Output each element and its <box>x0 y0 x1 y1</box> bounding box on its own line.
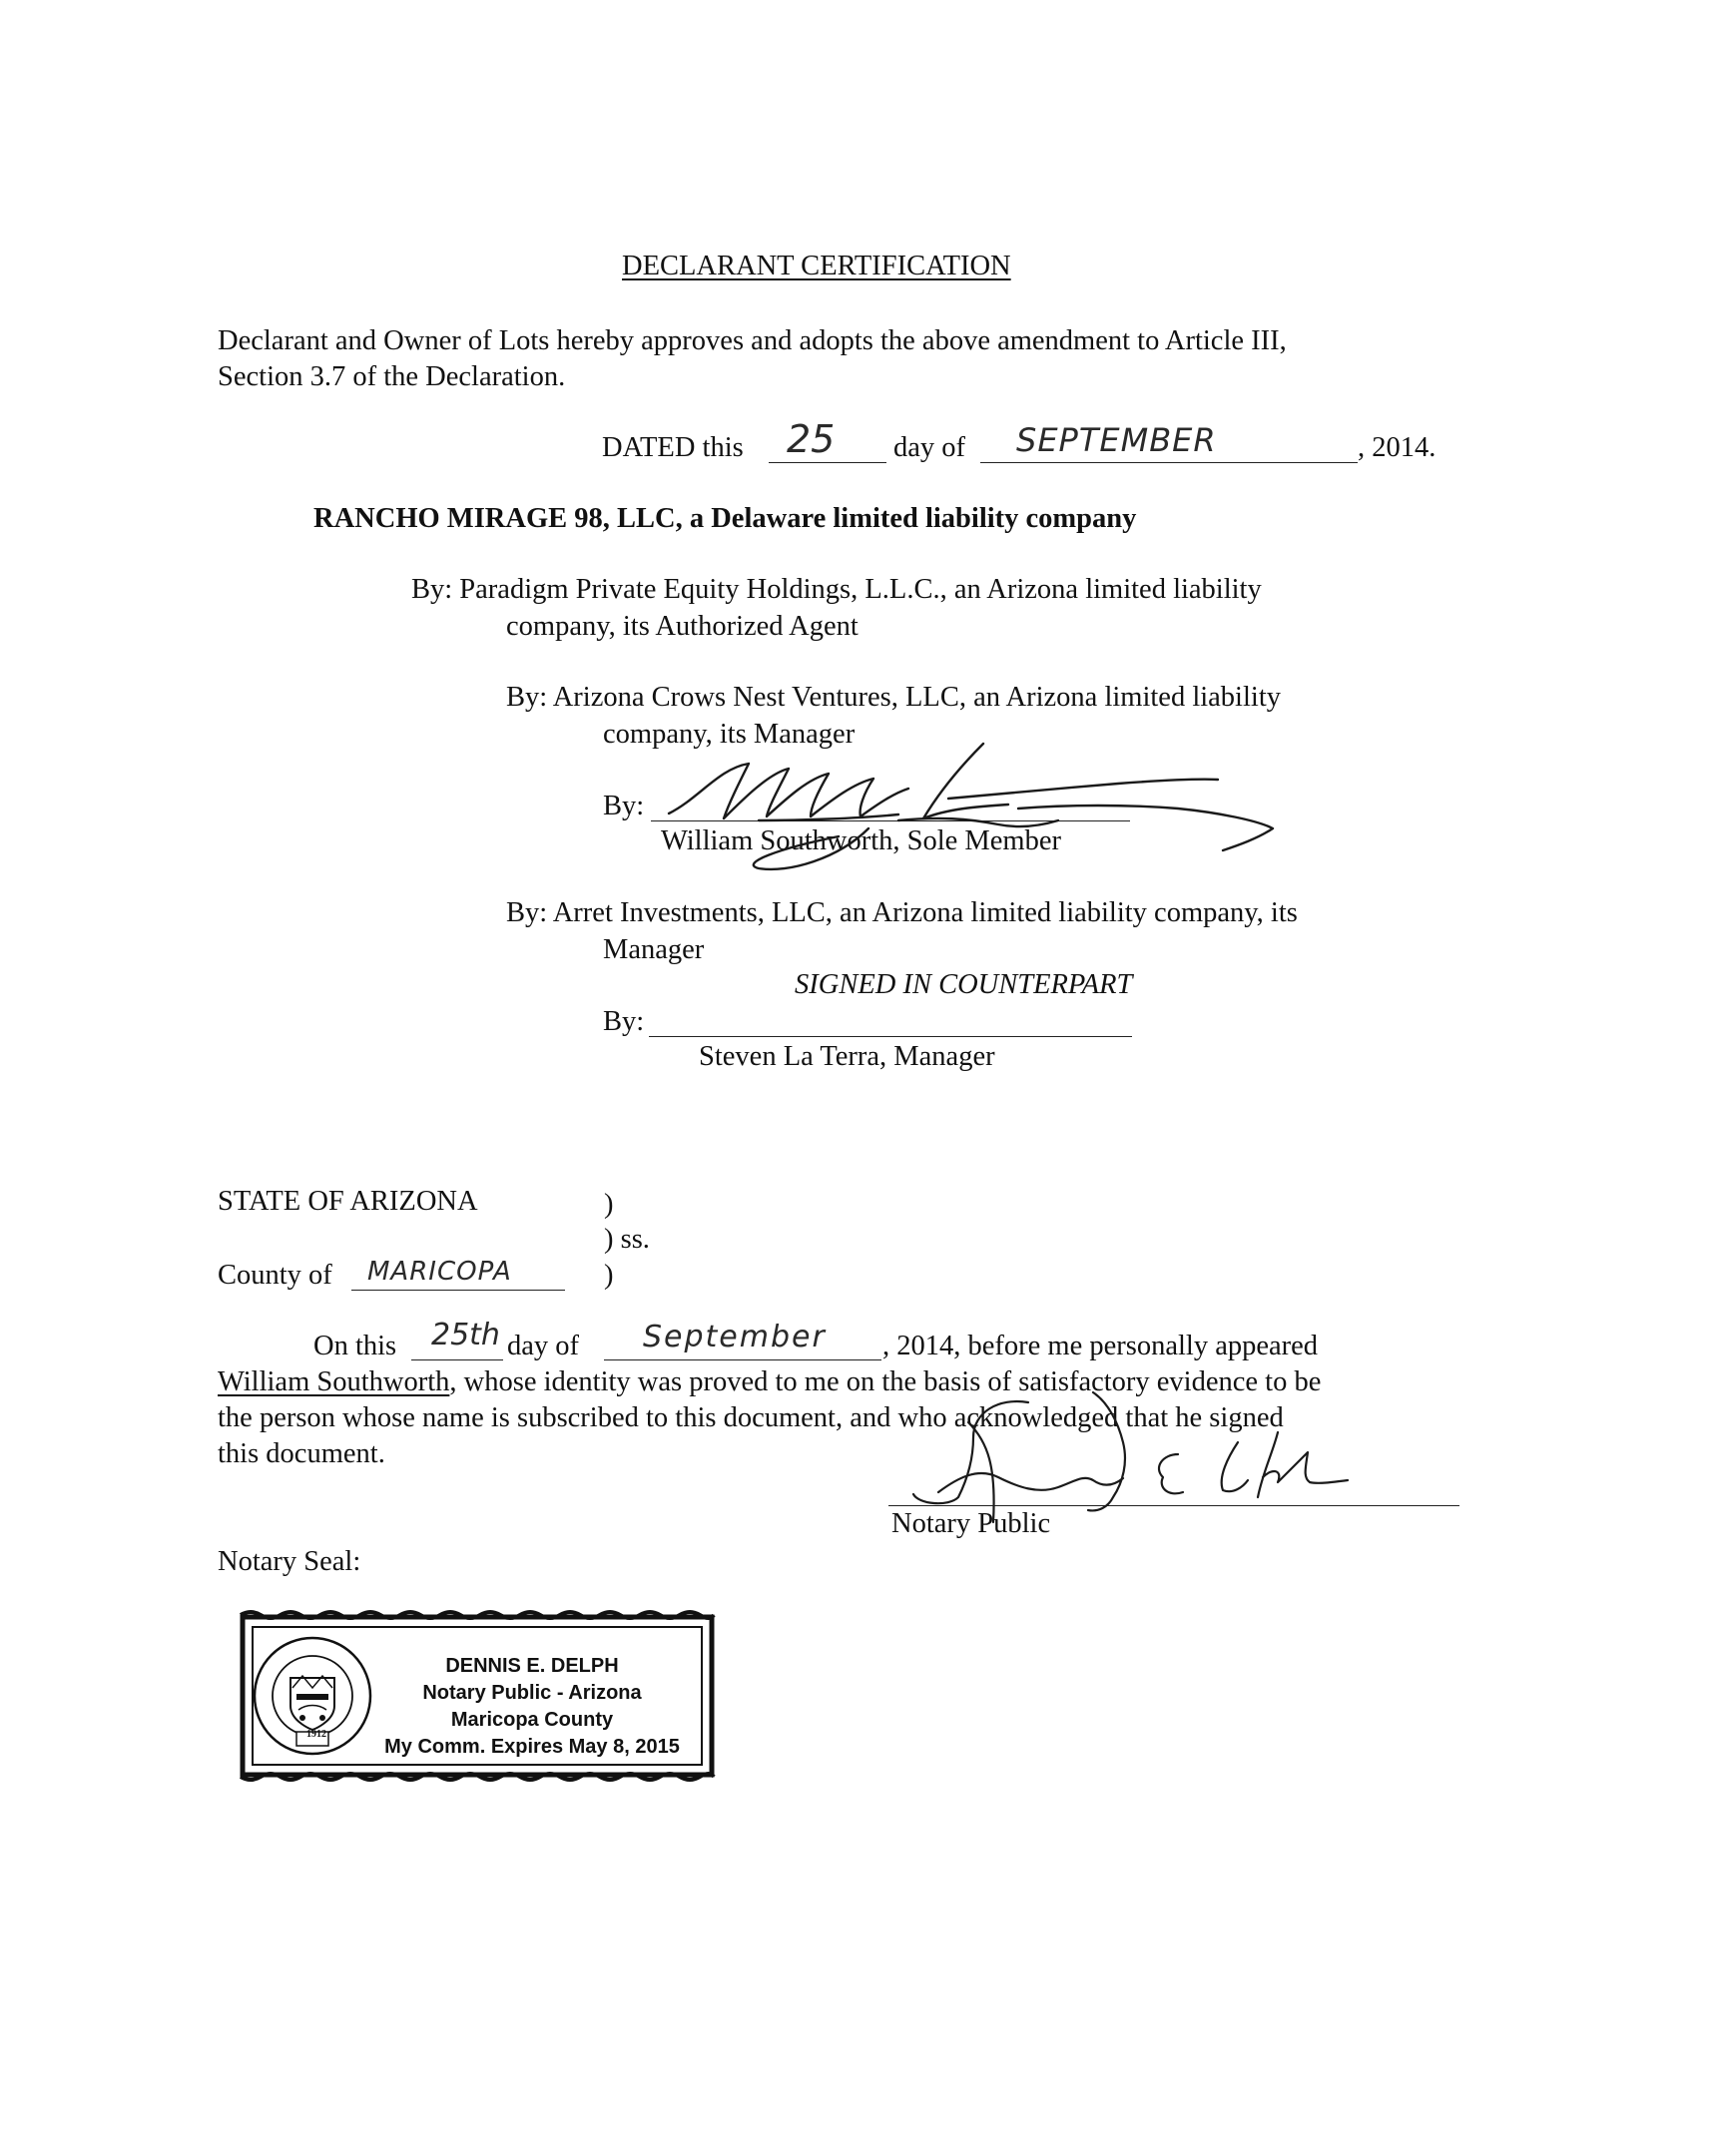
paradigm-line-2: company, its Authorized Agent <box>506 611 859 642</box>
ack-on-this: On this <box>313 1331 397 1361</box>
intro-line-2: Section 3.7 of the Declaration. <box>218 361 566 392</box>
ack-month-line <box>604 1359 881 1360</box>
ack-line-3: the person whose name is subscribed to this document, and who acknowledged that he signed <box>218 1402 1284 1433</box>
venue-county-line <box>351 1290 565 1291</box>
dated-prefix: DATED this <box>602 432 744 463</box>
crows-by-label: By: <box>603 791 645 821</box>
dated-mid: day of <box>893 432 966 463</box>
ack-day-line <box>411 1359 503 1360</box>
dated-suffix: , 2014. <box>1358 432 1437 463</box>
arret-by-label: By: <box>603 1006 645 1037</box>
paradigm-line-1: By: Paradigm Private Equity Holdings, L.L.C., an Arizona limited liability <box>411 574 1262 605</box>
arret-line-2: Manager <box>603 934 705 965</box>
ack-appearer-name: William Southworth <box>218 1366 450 1397</box>
ack-line-4: this document. <box>218 1438 385 1469</box>
page-title: DECLARANT CERTIFICATION <box>622 251 1011 281</box>
crows-line-2: company, its Manager <box>603 719 856 750</box>
stamp-notary-title: Notary Public - Arizona <box>422 1682 642 1704</box>
intro-line-1: Declarant and Owner of Lots hereby approves and adopts the above amendment to Article III, <box>218 325 1287 356</box>
venue-paren-1: ) <box>604 1189 614 1220</box>
arret-signature-line <box>649 1036 1132 1037</box>
notary-stamp-text <box>367 1653 697 1761</box>
venue-ss: ) ss. <box>604 1224 650 1255</box>
ack-day-handwritten: 25th <box>431 1318 500 1352</box>
ack-line-2-rest: , whose identity was proved to me on the basis of satisfactory evidence to be <box>449 1366 1322 1397</box>
venue-county-label: County of <box>218 1260 332 1291</box>
notary-seal-label: Notary Seal: <box>218 1546 361 1577</box>
ack-day-of: day of <box>507 1331 580 1361</box>
dated-day-handwritten: 25 <box>787 417 836 461</box>
venue-state: STATE OF ARIZONA <box>218 1186 478 1217</box>
ack-month-handwritten: September <box>643 1320 827 1354</box>
company-name: RANCHO MIRAGE 98, LLC, a Delaware limited liability company <box>313 503 1137 534</box>
stamp-county: Maricopa County <box>450 1709 614 1731</box>
arret-line-1: By: Arret Investments, LLC, an Arizona limited liability company, its <box>506 897 1298 928</box>
stamp-expires: My Comm. Expires May 8, 2015 <box>384 1736 680 1758</box>
crows-signer: William Southworth, Sole Member <box>661 825 1061 856</box>
dated-month-line <box>980 462 1358 463</box>
crows-line-1: By: Arizona Crows Nest Ventures, LLC, an Arizona limited liability <box>506 682 1281 713</box>
ack-after: , 2014, before me personally appeared <box>882 1331 1319 1361</box>
dated-month-handwritten: SEPTEMBER <box>1016 421 1217 459</box>
signed-in-counterpart: SIGNED IN COUNTERPART <box>795 969 1133 1000</box>
william-southworth-signature <box>639 729 1288 878</box>
venue-county-handwritten: MARICOPA <box>367 1257 512 1287</box>
arret-signer: Steven La Terra, Manager <box>699 1041 995 1072</box>
notary-public-label: Notary Public <box>891 1508 1051 1539</box>
venue-paren-3: ) <box>604 1260 614 1291</box>
seal-year: 1912 <box>306 1729 326 1740</box>
stamp-notary-name: DENNIS E. DELPH <box>445 1655 619 1677</box>
